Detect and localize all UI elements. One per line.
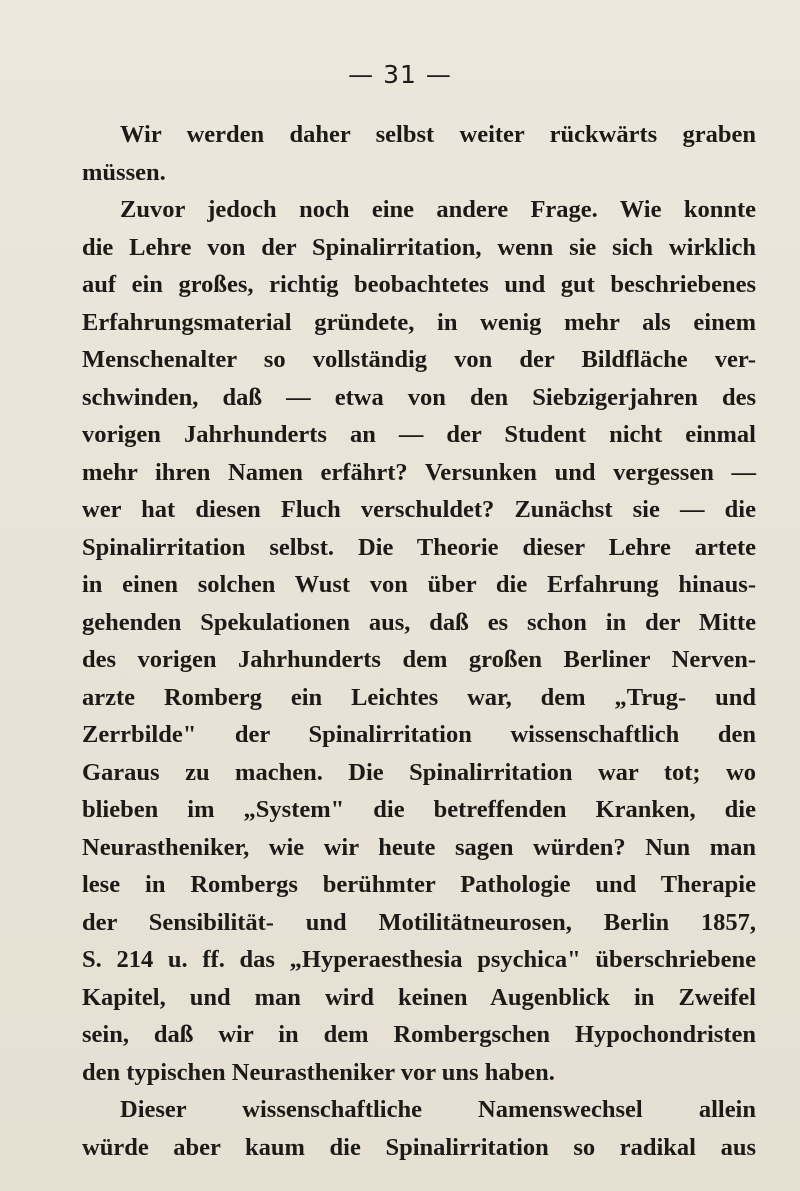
text-line: Wir werden daher selbst weiter rückwärts graben (120, 121, 756, 148)
text-line: Menschenalter so vollständig von der Bildfläche ver- (82, 346, 756, 373)
text-line: lese in Rombergs berühmter Pathologie und Therapie (82, 871, 756, 898)
text-line: müssen. (82, 158, 166, 186)
page-number: — 31 — (348, 60, 452, 89)
text-line: Garaus zu machen. Die Spinalirritation war tot; wo (82, 758, 756, 786)
text-line: S. 214 u. ff. das „Hyperaesthesia psychica" überschriebene (82, 946, 756, 973)
text-line: die Lehre von der Spinalirritation, wenn sie sich wirklich (82, 233, 756, 261)
text-line: Neurastheniker, wie wir heute sagen würden? Nun man (82, 833, 756, 861)
text-line: in einen solchen Wust von über die Erfahrung hinaus- (82, 571, 756, 598)
text-line: auf ein großes, richtig beobachtetes und gut beschriebenes (82, 271, 756, 298)
text-line: der Sensibilität- und Motilitätneurosen, Berlin 1857, (82, 908, 756, 936)
text-line: des vorigen Jahrhunderts dem großen Berliner Nerven- (82, 646, 756, 673)
text-line: arzte Romberg ein Leichtes war, dem „Trug- und (82, 683, 756, 711)
text-line: wer hat diesen Fluch verschuldet? Zunächst sie — die (82, 496, 756, 523)
text-line: mehr ihren Namen erfährt? Versunken und vergessen — (82, 458, 756, 486)
text-line: schwinden, daß — etwa von den Siebzigerjahren des (82, 383, 756, 411)
text-line: sein, daß wir in dem Rombergschen Hypochondristen (82, 1021, 756, 1048)
text-line: vorigen Jahrhunderts an — der Student nicht einmal (82, 421, 756, 448)
text-line: den typischen Neurastheniker vor uns haben. (82, 1058, 555, 1086)
text-line: Dieser wissenschaftliche Namenswechsel allein (120, 1096, 756, 1123)
text-line: Zuvor jedoch noch eine andere Frage. Wie konnte (120, 196, 756, 223)
text-line: würde aber kaum die Spinalirritation so radikal aus (82, 1133, 756, 1161)
text-line: gehenden Spekulationen aus, daß es schon in der Mitte (82, 608, 756, 636)
text-line: blieben im „System" die betreffenden Kranken, die (82, 796, 756, 823)
text-line: Spinalirritation selbst. Die Theorie dieser Lehre artete (82, 533, 756, 561)
text-line: Kapitel, und man wird keinen Augenblick in Zweifel (82, 983, 756, 1011)
text-line: Erfahrungsmaterial gründete, in wenig mehr als einem (82, 308, 756, 336)
text-line: Zerrbilde" der Spinalirritation wissenschaftlich den (82, 721, 756, 748)
body-text (82, 116, 756, 1166)
